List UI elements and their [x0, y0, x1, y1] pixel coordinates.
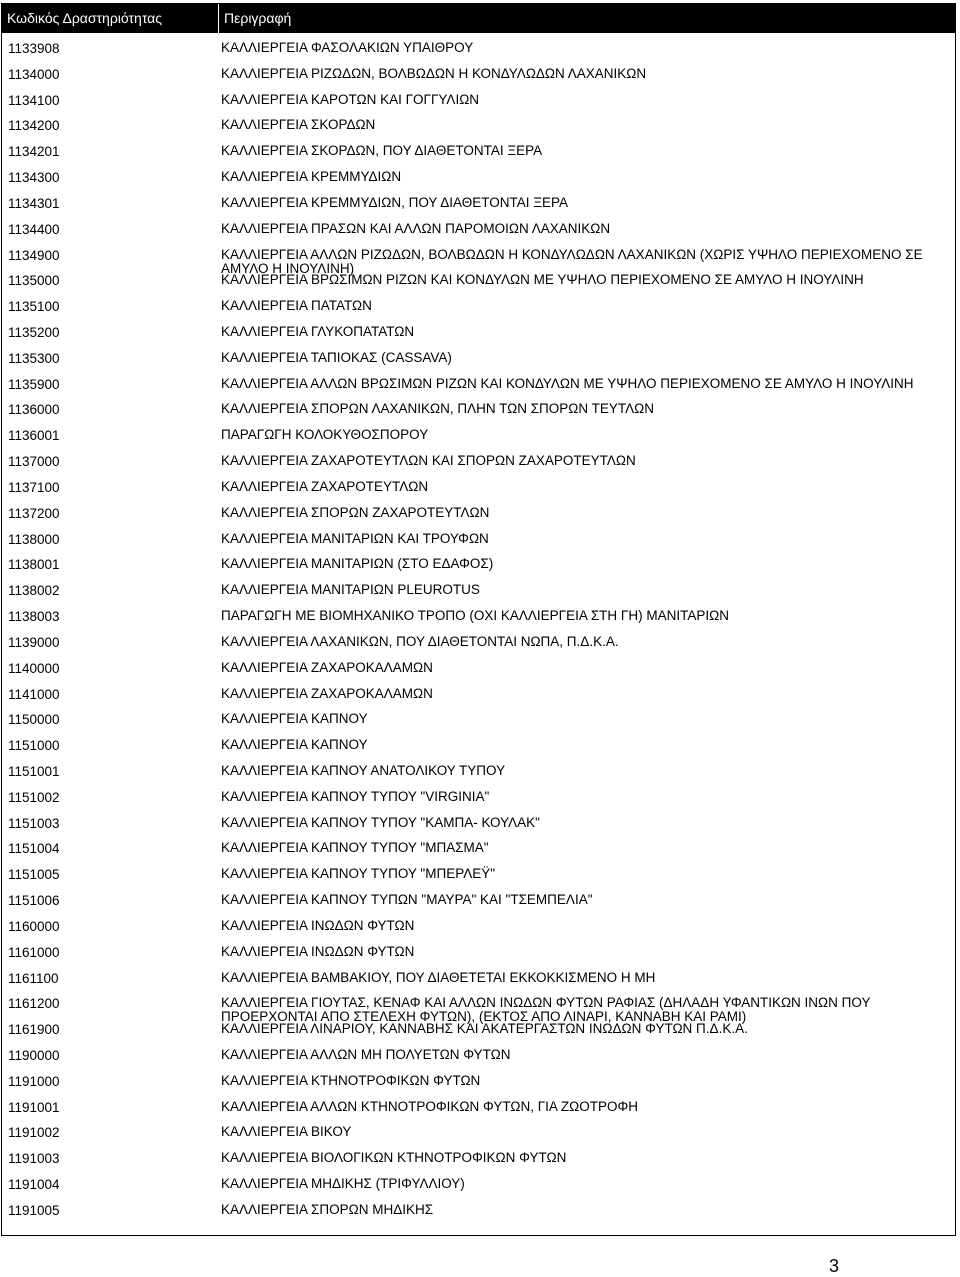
- row-description: ΚΑΛΛΙΕΡΓΕΙΑ ΖΑΧΑΡΟΚΑΛΑΜΩΝ: [221, 659, 433, 675]
- row-code: 1191001: [8, 1099, 60, 1115]
- row-code: 1191002: [8, 1125, 60, 1141]
- row-description: ΚΑΛΛΙΕΡΓΕΙΑ ΑΛΛΩΝ ΒΡΩΣΙΜΩΝ ΡΙΖΩΝ ΚΑΙ ΚΟΝΔΥΛΩΝ ΜΕ ΥΨΗΛΟ ΠΕΡΙΕΧΟΜΕΝΟ ΣΕ ΑΜΥΛΟ Η ΙΝΟΥΛΙΝΗ: [221, 375, 914, 391]
- row-code: 1136000: [8, 402, 60, 418]
- row-code: 1151002: [8, 789, 60, 805]
- row-code: 1191000: [8, 1073, 60, 1089]
- row-code: 1151003: [8, 815, 60, 831]
- row-description: ΚΑΛΛΙΕΡΓΕΙΑ ΦΑΣΟΛΑΚΙΩΝ ΥΠΑΙΘΡΟΥ: [221, 40, 474, 55]
- row-description: ΠΑΡΑΓΩΓΗ ΜΕ ΒΙΟΜΗΧΑΝΙΚΟ ΤΡΟΠΟ (ΟΧΙ ΚΑΛΛΙΕΡΓΕΙΑ ΣΤΗ ΓΗ) ΜΑΝΙΤΑΡΙΩΝ: [221, 608, 729, 624]
- row-description: ΚΑΛΛΙΕΡΓΕΙΑ ΜΑΝΙΤΑΡΙΩΝ (ΣΤΟ ΕΔΑΦΟΣ): [221, 556, 494, 572]
- header-description: Περιγραφή: [224, 10, 292, 26]
- row-description: ΚΑΛΛΙΕΡΓΕΙΑ ΠΑΤΑΤΩΝ: [221, 298, 372, 314]
- row-description: ΚΑΛΛΙΕΡΓΕΙΑ ΚΡΕΜΜΥΔΙΩΝ, ΠΟΥ ΔΙΑΘΕΤΟΝΤΑΙ ΞΕΡΑ: [221, 194, 568, 210]
- row-code: 1134900: [8, 247, 60, 263]
- row-description: ΚΑΛΛΙΕΡΓΕΙΑ ΚΑΠΝΟΥ ΤΥΠΟΥ "ΜΠΕΡΛΕΫ": [221, 866, 496, 882]
- page-number: 3: [829, 1256, 840, 1276]
- row-description: ΚΑΛΛΙΕΡΓΕΙΑ ΤΑΠΙΟΚΑΣ (CASSAVA): [221, 349, 452, 365]
- row-code: 1134301: [8, 195, 60, 211]
- row-code: 1134000: [8, 66, 60, 82]
- activity-codes-table: [1, 3, 956, 1236]
- row-description: ΚΑΛΛΙΕΡΓΕΙΑ ΚΤΗΝΟΤΡΟΦΙΚΩΝ ΦΥΤΩΝ: [221, 1072, 481, 1088]
- row-description: ΚΑΛΛΙΕΡΓΕΙΑ ΚΑΠΝΟΥ ΤΥΠΟΥ "ΜΠΑΣΜΑ": [221, 840, 489, 856]
- row-description: ΚΑΛΛΙΕΡΓΕΙΑ ΚΑΠΝΟΥ ΤΥΠΟΥ "ΚΑΜΠΑ- ΚΟΥΛΑΚ": [221, 814, 540, 830]
- row-code: 1151004: [8, 841, 60, 857]
- row-code: 1140000: [8, 660, 60, 676]
- row-description: ΚΑΛΛΙΕΡΓΕΙΑ ΛΙΝΑΡΙΟΥ, ΚΑΝΝΑΒΗΣ ΚΑΙ ΑΚΑΤΕΡΓΑΣΤΩΝ ΙΝΩΔΩΝ ΦΥΤΩΝ Π.Δ.Κ.Α.: [221, 1021, 748, 1037]
- row-code: 1139000: [8, 634, 60, 650]
- row-code: 1134400: [8, 221, 60, 237]
- row-description: ΚΑΛΛΙΕΡΓΕΙΑ ΖΑΧΑΡΟΤΕΥΤΛΩΝ ΚΑΙ ΣΠΟΡΩΝ ΖΑΧΑΡΟΤΕΥΤΛΩΝ: [221, 453, 636, 469]
- row-code: 1134300: [8, 170, 60, 186]
- row-code: 1138003: [8, 609, 60, 625]
- row-code: 1135100: [8, 299, 60, 315]
- header-code: Κωδικός Δραστηριότητας: [7, 10, 162, 26]
- row-code: 1138000: [8, 531, 60, 547]
- row-description: ΚΑΛΛΙΕΡΓΕΙΑ ΜΑΝΙΤΑΡΙΩΝ ΚΑΙ ΤΡΟΥΦΩΝ: [221, 530, 489, 546]
- row-code: 1135200: [8, 325, 60, 341]
- row-description: ΚΑΛΛΙΕΡΓΕΙΑ ΚΑΠΝΟΥ ΤΥΠΟΥ "VIRGINIA": [221, 788, 490, 804]
- row-code: 1138002: [8, 583, 60, 599]
- row-code: 1191003: [8, 1151, 60, 1167]
- row-code: 1138001: [8, 557, 60, 573]
- row-description: ΚΑΛΛΙΕΡΓΕΙΑ ΣΠΟΡΩΝ ΖΑΧΑΡΟΤΕΥΤΛΩΝ: [221, 504, 490, 520]
- row-code: 1135000: [8, 273, 60, 289]
- row-description: ΚΑΛΛΙΕΡΓΕΙΑ ΡΙΖΩΔΩΝ, ΒΟΛΒΩΔΩΝ Η ΚΟΝΔΥΛΩΔΩΝ ΛΑΧΑΝΙΚΩΝ: [221, 65, 647, 81]
- row-description: ΚΑΛΛΙΕΡΓΕΙΑ ΚΑΠΝΟΥ: [221, 711, 368, 727]
- row-description: ΚΑΛΛΙΕΡΓΕΙΑ ΑΛΛΩΝ ΜΗ ΠΟΛΥΕΤΩΝ ΦΥΤΩΝ: [221, 1046, 511, 1062]
- row-code: 1191004: [8, 1177, 60, 1193]
- row-description: ΚΑΛΛΙΕΡΓΕΙΑ ΒΙΟΛΟΓΙΚΩΝ ΚΤΗΝΟΤΡΟΦΙΚΩΝ ΦΥΤΩΝ: [221, 1150, 567, 1166]
- row-description: ΚΑΛΛΙΕΡΓΕΙΑ ΑΛΛΩΝ ΚΤΗΝΟΤΡΟΦΙΚΩΝ ΦΥΤΩΝ, ΓΙΑ ΖΩΟΤΡΟΦΗ: [221, 1098, 639, 1114]
- row-description: ΚΑΛΛΙΕΡΓΕΙΑ ΓΙΟΥΤΑΣ, ΚΕΝΑΦ ΚΑΙ ΑΛΛΩΝ ΙΝΩΔΩΝ ΦΥΤΩΝ ΡΑΦΙΑΣ (ΔΗΛΑΔΗ ΥΦΑΝΤΙΚΩΝ ΙΝΩΝ ΠΟΥ ΠΡΟΕΡΧΟΝΤΑΙ ΑΠΟ ΣΤΕΛΕΧΗ ΦΥΤΩΝ), (ΕΚΤΟΣ ΑΠΟ ΛΙΝΑΡΙ, ΚΑΝΝΑΒΗ ΚΑΙ ΡΑΜΙ): [221, 995, 871, 1025]
- row-description: ΠΑΡΑΓΩΓΗ ΚΟΛΟΚΥΘΟΣΠΟΡΟΥ: [221, 427, 429, 443]
- header-divider: [218, 4, 219, 33]
- row-code: 1137200: [8, 505, 60, 521]
- row-code: 1161100: [8, 970, 59, 986]
- row-description: ΚΑΛΛΙΕΡΓΕΙΑ ΒΑΜΒΑΚΙΟΥ, ΠΟΥ ΔΙΑΘΕΤΕΤΑΙ ΕΚΚΟΚΚΙΣΜΕΝΟ Η ΜΗ: [221, 969, 656, 985]
- row-description: ΚΑΛΛΙΕΡΓΕΙΑ ΚΑΠΝΟΥ: [221, 737, 368, 753]
- row-code: 1135300: [8, 350, 60, 366]
- row-description: ΚΑΛΛΙΕΡΓΕΙΑ ΚΑΡΟΤΩΝ ΚΑΙ ΓΟΓΓΥΛΙΩΝ: [221, 91, 480, 107]
- row-code: 1137000: [8, 454, 60, 470]
- row-code: 1134100: [8, 92, 60, 108]
- row-code: 1190000: [8, 1047, 60, 1063]
- row-code: 1133908: [8, 41, 60, 56]
- row-description: ΚΑΛΛΙΕΡΓΕΙΑ ΚΑΠΝΟΥ ΤΥΠΩΝ "ΜΑΥΡΑ" ΚΑΙ "ΤΣΕΜΠΕΛΙΑ": [221, 892, 593, 908]
- row-description: ΚΑΛΛΙΕΡΓΕΙΑ ΠΡΑΣΩΝ ΚΑΙ ΑΛΛΩΝ ΠΑΡΟΜΟΙΩΝ ΛΑΧΑΝΙΚΩΝ: [221, 220, 611, 236]
- row-code: 1136001: [8, 428, 60, 444]
- row-description: ΚΑΛΛΙΕΡΓΕΙΑ ΣΚΟΡΔΩΝ, ΠΟΥ ΔΙΑΘΕΤΟΝΤΑΙ ΞΕΡΑ: [221, 143, 543, 159]
- row-description: ΚΑΛΛΙΕΡΓΕΙΑ ΣΠΟΡΩΝ ΜΗΔΙΚΗΣ: [221, 1201, 434, 1217]
- row-description: ΚΑΛΛΙΕΡΓΕΙΑ ΛΑΧΑΝΙΚΩΝ, ΠΟΥ ΔΙΑΘΕΤΟΝΤΑΙ ΝΩΠΑ, Π.Δ.Κ.Α.: [221, 633, 619, 649]
- row-description: ΚΑΛΛΙΕΡΓΕΙΑ ΖΑΧΑΡΟΚΑΛΑΜΩΝ: [221, 685, 433, 701]
- row-description: ΚΑΛΛΙΕΡΓΕΙΑ ΙΝΩΔΩΝ ΦΥΤΩΝ: [221, 943, 415, 959]
- row-code: 1134201: [8, 144, 60, 160]
- row-description: ΚΑΛΛΙΕΡΓΕΙΑ ΚΑΠΝΟΥ ΑΝΑΤΟΛΙΚΟΥ ΤΥΠΟΥ: [221, 762, 506, 778]
- row-code: 1150000: [8, 712, 60, 728]
- row-description: ΚΑΛΛΙΕΡΓΕΙΑ ΣΚΟΡΔΩΝ: [221, 117, 376, 133]
- row-description: ΚΑΛΛΙΕΡΓΕΙΑ ΒΙΚΟΥ: [221, 1124, 352, 1140]
- row-code: 1141000: [8, 686, 60, 702]
- row-description: ΚΑΛΛΙΕΡΓΕΙΑ ΒΡΩΣΙΜΩΝ ΡΙΖΩΝ ΚΑΙ ΚΟΝΔΥΛΩΝ ΜΕ ΥΨΗΛΟ ΠΕΡΙΕΧΟΜΕΝΟ ΣΕ ΑΜΥΛΟ Η ΙΝΟΥΛΙΝΗ: [221, 272, 864, 288]
- row-code: 1191005: [8, 1202, 60, 1218]
- row-code: 1134200: [8, 118, 60, 134]
- row-code: 1137100: [8, 479, 60, 495]
- row-code: 1151000: [8, 738, 60, 754]
- row-code: 1160000: [8, 918, 60, 934]
- row-code: 1151005: [8, 867, 60, 883]
- row-description: ΚΑΛΛΙΕΡΓΕΙΑ ΓΛΥΚΟΠΑΤΑΤΩΝ: [221, 324, 415, 340]
- row-description: ΚΑΛΛΙΕΡΓΕΙΑ ΑΛΛΩΝ ΡΙΖΩΔΩΝ, ΒΟΛΒΩΔΩΝ Η ΚΟΝΔΥΛΩΔΩΝ ΛΑΧΑΝΙΚΩΝ (ΧΩΡΙΣ ΥΨΗΛΟ ΠΕΡΙΕΧΟΜΕΝΟ ΣΕ ΑΜΥΛΟ Η ΙΝΟΥΛΙΝΗ): [221, 246, 923, 276]
- row-code: 1151006: [8, 893, 60, 909]
- table-header: [2, 4, 955, 33]
- row-code: 1135900: [8, 376, 60, 392]
- row-code: 1161200: [8, 996, 60, 1012]
- row-description: ΚΑΛΛΙΕΡΓΕΙΑ ΜΗΔΙΚΗΣ (ΤΡΙΦΥΛΛΙΟΥ): [221, 1176, 465, 1192]
- row-code: 1161900: [8, 1022, 60, 1038]
- row-description: ΚΑΛΛΙΕΡΓΕΙΑ ΣΠΟΡΩΝ ΛΑΧΑΝΙΚΩΝ, ΠΛΗΝ ΤΩΝ ΣΠΟΡΩΝ ΤΕΥΤΛΩΝ: [221, 401, 655, 417]
- row-description: ΚΑΛΛΙΕΡΓΕΙΑ ΚΡΕΜΜΥΔΙΩΝ: [221, 169, 402, 185]
- row-description: ΚΑΛΛΙΕΡΓΕΙΑ ΖΑΧΑΡΟΤΕΥΤΛΩΝ: [221, 478, 429, 494]
- row-code: 1151001: [8, 763, 60, 779]
- row-description: ΚΑΛΛΙΕΡΓΕΙΑ ΜΑΝΙΤΑΡΙΩΝ PLEUROTUS: [221, 582, 480, 598]
- row-code: 1161000: [8, 944, 60, 960]
- row-description: ΚΑΛΛΙΕΡΓΕΙΑ ΙΝΩΔΩΝ ΦΥΤΩΝ: [221, 917, 415, 933]
